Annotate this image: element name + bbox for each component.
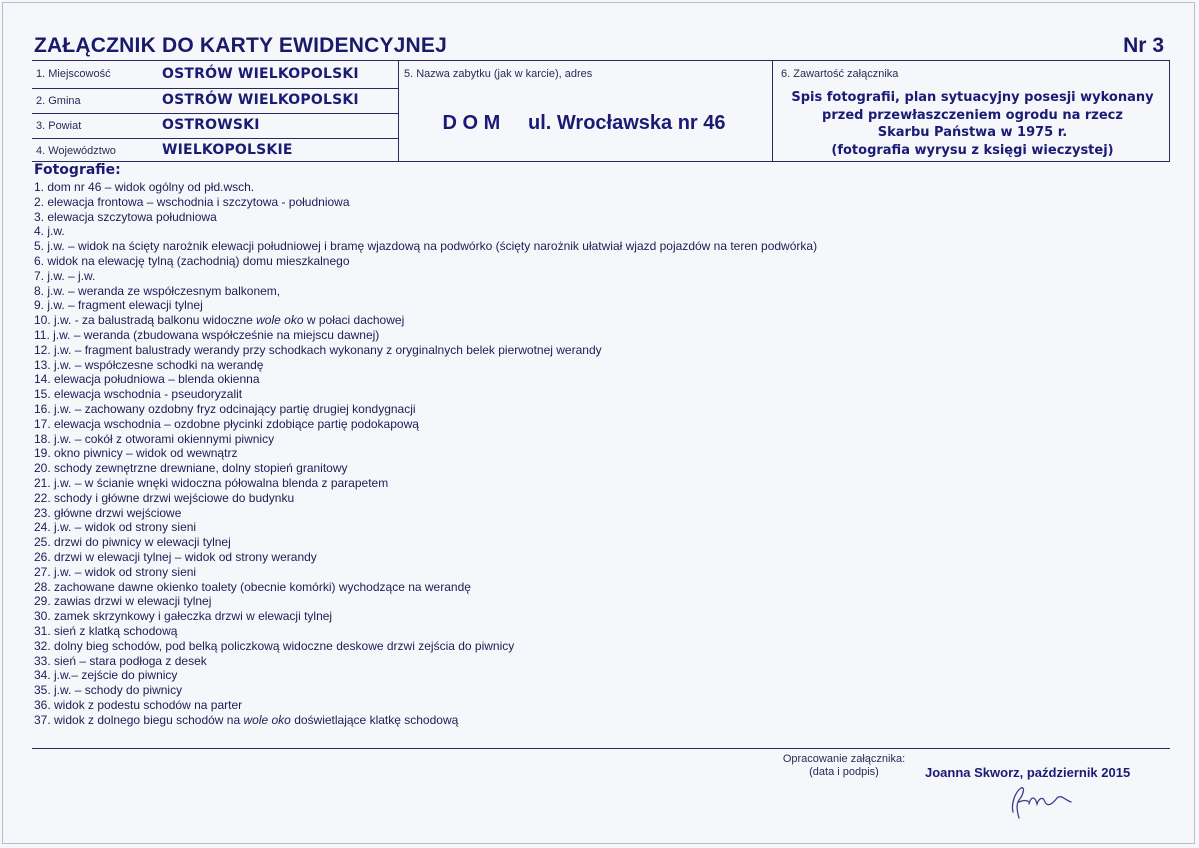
photo-list-item: 8. j.w. – weranda ze współczesnym balkonem, <box>34 283 281 298</box>
photo-list-item: 30. zamek skrzynkowy i gałeczka drzwi w elewacji tylnej <box>34 609 333 624</box>
photo-list-item: 7. j.w. – j.w. <box>34 268 96 283</box>
contents-line: (fotografia wyrysu z księgi wieczystej) <box>831 142 1114 158</box>
photo-list-item: 36. widok z podestu schodów na parter <box>34 697 243 712</box>
photo-list-item: 15. elewacja wschodnia - pseudoryzalit <box>34 387 243 402</box>
photos-heading: Fotografie: <box>34 162 121 178</box>
photo-list-item: 1. dom nr 46 – widok ogólny od płd.wsch. <box>34 180 255 194</box>
photo-list-item: 29. zawias drzwi w elewacji tylnej <box>34 594 212 609</box>
photo-list-item: 20. schody zewnętrzne drewniane, dolny stopień granitowy <box>34 461 348 476</box>
monument-label: 5. Nazwa zabytku (jak w karcie), adres <box>404 68 593 80</box>
photo-list-item: 4. j.w. <box>34 224 65 239</box>
contents-description <box>780 89 1165 159</box>
row-divider <box>32 113 398 114</box>
field-value-voivodeship: WIELKOPOLSKIE <box>162 142 293 158</box>
photo-list-item: 3. elewacja szczytowa południowa <box>34 209 217 224</box>
photo-list-item: 25. drzwi do piwnicy w elewacji tylnej <box>34 535 231 550</box>
field-value-commune: OSTRÓW WIELKOPOLSKI <box>162 92 359 108</box>
contents-label: 6. Zawartość załącznika <box>781 68 899 80</box>
field-value-locality: OSTRÓW WIELKOPOLSKI <box>162 66 359 82</box>
column-divider <box>398 60 399 162</box>
photo-list-item: 11. j.w. – weranda (zbudowana współcześnie na miejscu dawnej) <box>34 327 380 342</box>
contents-line: przed przewłaszczeniem ogrodu na rzecz <box>822 107 1123 123</box>
prepared-by-label <box>780 753 908 779</box>
photos-list <box>34 180 817 727</box>
signature <box>1005 782 1085 822</box>
attachment-number: Nr 3 <box>1123 34 1164 57</box>
row-divider <box>32 88 398 89</box>
table-bottom-rule <box>32 161 1170 162</box>
field-label-voivodeship: 4. Województwo <box>36 145 116 157</box>
photo-list-item: 27. j.w. – widok od strony sieni <box>34 564 197 579</box>
photo-list-item: 12. j.w. – fragment balustrady werandy przy schodkach wykonany z oryginalnych belek pierwotnej werandy <box>34 342 602 357</box>
photo-list-item: 23. główne drzwi wejściowe <box>34 505 182 520</box>
document-title: ZAŁĄCZNIK DO KARTY EWIDENCYJNEJ <box>34 34 448 57</box>
photo-list-item: 35. j.w. – schody do piwnicy <box>34 683 183 698</box>
list-bottom-rule <box>32 748 1170 749</box>
field-label-commune: 2. Gmina <box>36 95 81 107</box>
photo-list-item: 5. j.w. – widok na ścięty narożnik elewacji południowej i bramę wjazdową na podwórko (ścięty narożnik ułatwiał wjazd pojazdów na teren podwórka) <box>34 239 818 254</box>
photo-list-item: 28. zachowane dawne okienko toalety (obecnie komórki) wychodzące na werandę <box>34 579 471 594</box>
photo-list-item: 17. elewacja wschodnia – ozdobne płycinki zdobiące partię podokapową <box>34 416 419 431</box>
field-label-locality: 1. Miejscowość <box>36 68 111 80</box>
photo-list-item: 37. widok z dolnego biegu schodów na wole oko doświetlające klatkę schodową <box>34 712 459 727</box>
prepared-by-line2: (data i podpis) <box>809 766 879 778</box>
author-date: Joanna Skworz, październik 2015 <box>925 765 1131 780</box>
photo-list-item: 13. j.w. – współczesne schodki na werandę <box>34 357 264 372</box>
photo-list-item: 22. schody i główne drzwi wejściowe do budynku <box>34 490 295 505</box>
photo-list-item: 2. elewacja frontowa – wschodnia i szczytowa - południowa <box>34 194 350 209</box>
photo-list-item: 9. j.w. – fragment elewacji tylnej <box>34 298 203 313</box>
monument-name-address: D O M ul. Wrocławska nr 46 <box>442 112 726 134</box>
photo-list-item: 18. j.w. – cokół z otworami okiennymi piwnicy <box>34 431 275 446</box>
photo-list-item: 34. j.w.– zejście do piwnicy <box>34 668 178 683</box>
field-value-county: OSTROWSKI <box>162 117 260 133</box>
photo-list-item: 26. drzwi w elewacji tylnej – widok od strony werandy <box>34 549 317 564</box>
photo-list-item: 21. j.w. – w ścianie wnęki widoczna półowalna blenda z parapetem <box>34 475 389 490</box>
photo-list-item: 16. j.w. – zachowany ozdobny fryz odcinający partię drugiej kondygnacji <box>34 401 416 416</box>
prepared-by-line1: Opracowanie załącznika: <box>782 753 906 765</box>
photo-list-item: 6. widok na elewację tylną (zachodnią) domu mieszkalnego <box>34 253 350 268</box>
photo-list-item: 14. elewacja południowa – blenda okienna <box>34 372 260 387</box>
photo-list-item: 19. okno piwnicy – widok od wewnątrz <box>34 446 238 461</box>
column-divider <box>772 60 773 162</box>
contents-line: Skarbu Państwa w 1975 r. <box>877 125 1068 140</box>
field-label-county: 3. Powiat <box>36 120 82 132</box>
photo-list-item: 32. dolny bieg schodów, pod belką policzkową widoczne deskowe drzwi zejścia do piwnicy <box>34 638 515 653</box>
top-rule <box>32 60 1170 61</box>
contents-line: Spis fotografii, plan sytuacyjny posesji wykonany <box>791 90 1154 105</box>
photo-list-item: 31. sień z klatką schodową <box>34 623 178 638</box>
photo-list-item: 33. sień – stara podłoga z desek <box>34 653 207 668</box>
row-divider <box>32 138 398 139</box>
photo-list-item: 24. j.w. – widok od strony sieni <box>34 520 197 535</box>
table-right-edge <box>1169 60 1170 162</box>
photo-list-item: 10. j.w. - za balustradą balkonu widoczne wole oko w połaci dachowej <box>34 313 405 328</box>
